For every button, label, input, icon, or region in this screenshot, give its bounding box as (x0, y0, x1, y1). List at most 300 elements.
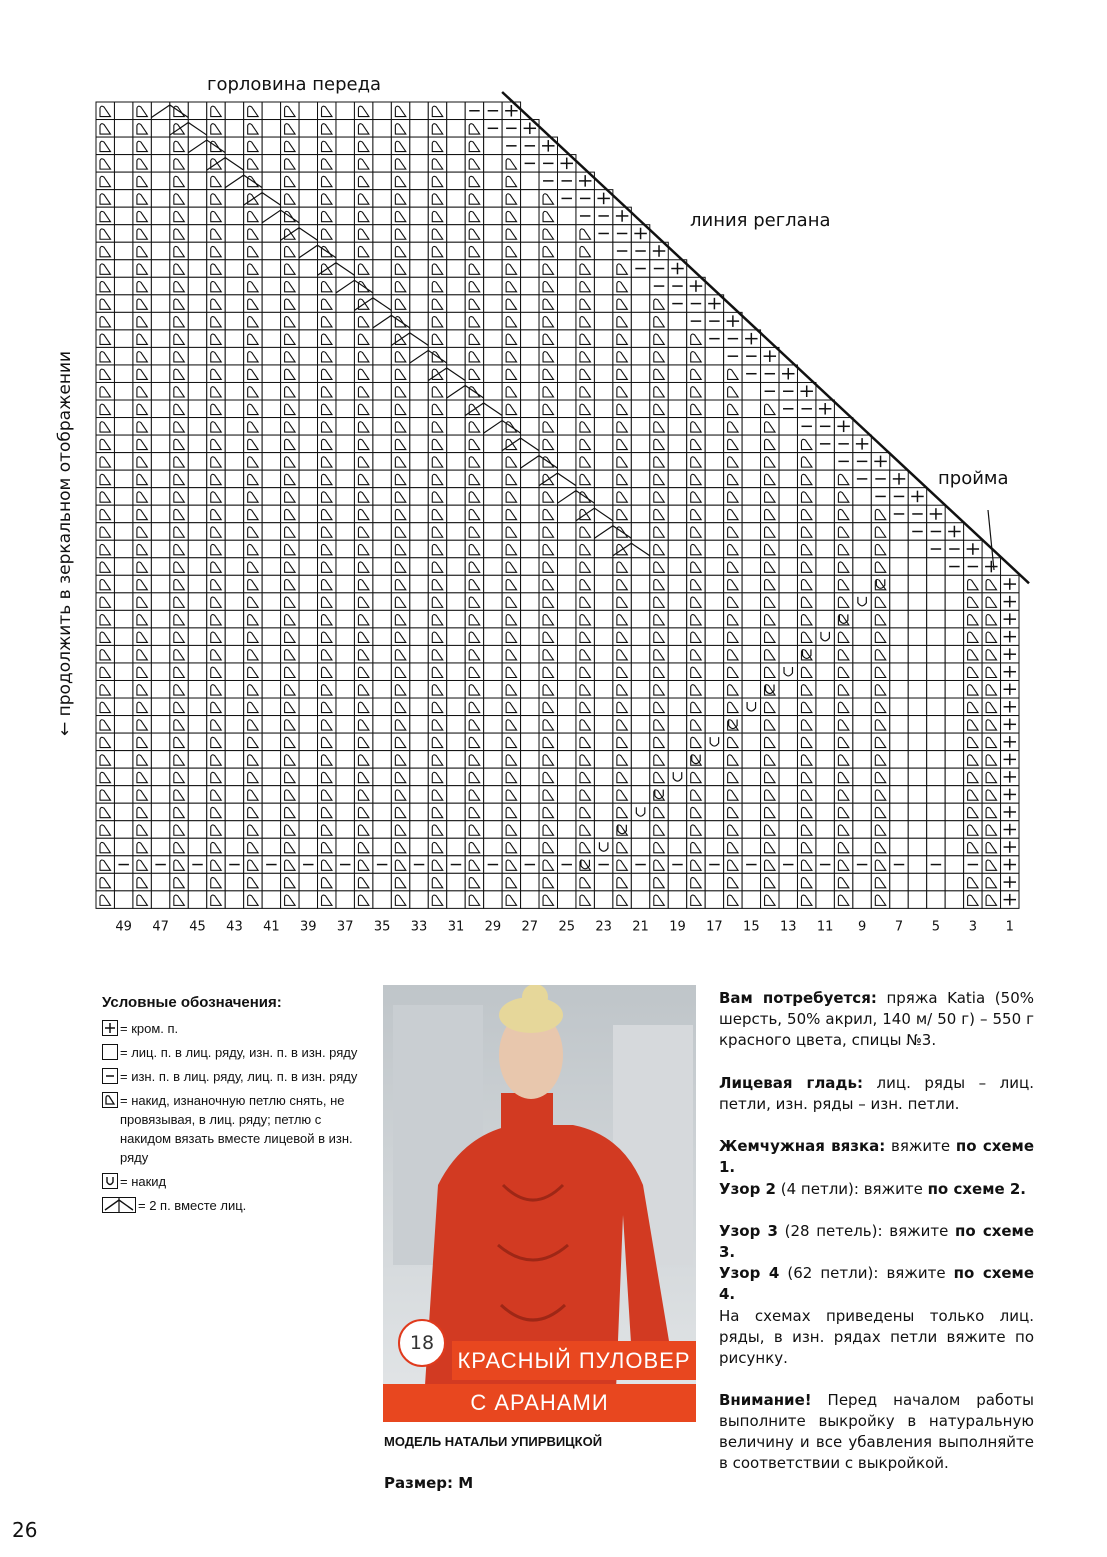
chart-cell (927, 838, 945, 856)
column-number: 1 (1005, 919, 1014, 935)
chart-cell (558, 716, 576, 734)
chart-cell (668, 365, 686, 383)
chart-cell (705, 663, 723, 681)
chart-cell (336, 120, 354, 138)
chart-cell (373, 575, 391, 593)
chart-cell (521, 786, 539, 804)
chart-cell (594, 593, 612, 611)
chart-cell (705, 803, 723, 821)
chart-cell (410, 505, 428, 523)
chart-cell (188, 382, 206, 400)
chart-cell (668, 786, 686, 804)
chart-cell (373, 102, 391, 120)
chart-cell (336, 540, 354, 558)
chart-cell (299, 260, 317, 278)
chart-cell (299, 523, 317, 541)
chart-cell (336, 365, 354, 383)
chart-cell (594, 470, 612, 488)
chart-cell (484, 347, 502, 365)
chart-cell (631, 470, 649, 488)
chart-cell (521, 558, 539, 576)
chart-cell (447, 873, 465, 891)
chart-cell (484, 225, 502, 243)
chart-cell (410, 558, 428, 576)
chart-cell (151, 768, 169, 786)
legend-item (102, 1172, 364, 1191)
chart-cell (299, 821, 317, 839)
chart-cell (945, 593, 963, 611)
chart-cell (521, 610, 539, 628)
chart-cell (299, 838, 317, 856)
chart-cell (410, 382, 428, 400)
chart-cell (742, 540, 760, 558)
chart-cell (114, 733, 132, 751)
continue-mirror-text: продолжить в зеркальном отображении (55, 350, 75, 717)
chart-cell (373, 260, 391, 278)
chart-cell (299, 593, 317, 611)
chart-cell (908, 698, 926, 716)
chart-cell (705, 733, 723, 751)
seed-label: Жемчужная вязка: (719, 1137, 886, 1155)
chart-cell (299, 295, 317, 313)
chart-cell (558, 838, 576, 856)
chart-cell (188, 225, 206, 243)
legend-item (102, 1196, 364, 1215)
chart-cell (410, 155, 428, 173)
chart-cell (151, 873, 169, 891)
chart-cell (262, 330, 280, 348)
chart-cell (299, 751, 317, 769)
chart-cell (927, 680, 945, 698)
column-number: 3 (968, 919, 977, 935)
chart-cell (705, 558, 723, 576)
chart-cell (779, 821, 797, 839)
chart-cell (447, 207, 465, 225)
chart-cell (484, 330, 502, 348)
seed-text: вяжите (885, 1137, 956, 1155)
chart-cell (151, 172, 169, 190)
chart-cell (927, 628, 945, 646)
column-number: 31 (447, 919, 465, 935)
chart-cell (447, 347, 465, 365)
chart-cell (890, 768, 908, 786)
slip-yo-icon (102, 1092, 118, 1108)
chart-cell (188, 207, 206, 225)
chart-cell (114, 698, 132, 716)
column-number: 17 (706, 919, 723, 935)
chart-cell (631, 610, 649, 628)
chart-cell (299, 680, 317, 698)
chart-cell (705, 540, 723, 558)
chart-cell (373, 733, 391, 751)
chart-cell (299, 137, 317, 155)
chart-cell (114, 382, 132, 400)
chart-cell (410, 751, 428, 769)
chart-cell (742, 593, 760, 611)
chart-cell (558, 207, 576, 225)
chart-cell (410, 768, 428, 786)
chart-cell (558, 330, 576, 348)
chart-cell (927, 873, 945, 891)
chart-cell (484, 365, 502, 383)
chart-cell (594, 628, 612, 646)
knit-square-icon (102, 1044, 118, 1060)
chart-cell (447, 470, 465, 488)
chart-cell (742, 558, 760, 576)
chart-cell (594, 803, 612, 821)
chart-cell (945, 645, 963, 663)
chart-cell (853, 716, 871, 734)
chart-cell (225, 610, 243, 628)
chart-cell (262, 680, 280, 698)
chart-cell (742, 751, 760, 769)
chart-cell (890, 610, 908, 628)
chart-cell (558, 453, 576, 471)
chart-cell (262, 312, 280, 330)
chart-cell (558, 435, 576, 453)
chart-cell (151, 645, 169, 663)
chart-cell (853, 786, 871, 804)
chart-cell (853, 873, 871, 891)
chart-cell (705, 645, 723, 663)
chart-cell (927, 698, 945, 716)
chart-cell (299, 400, 317, 418)
warning-text: Перед началом работы выполните выкройку в натуральную величину и все убавления выполняйте в соответствии с выкройкой. (719, 1391, 1034, 1472)
chart-cell (484, 698, 502, 716)
chart-cell (521, 260, 539, 278)
column-number: 21 (632, 919, 649, 935)
chart-cell (705, 418, 723, 436)
chart-cell (447, 733, 465, 751)
chart-cell (373, 698, 391, 716)
chart-cell (594, 435, 612, 453)
materials-paragraph (719, 988, 1034, 1051)
chart-cell (188, 610, 206, 628)
chart-cell (225, 663, 243, 681)
chart-cell (114, 207, 132, 225)
chart-cell (484, 453, 502, 471)
chart-cell (447, 891, 465, 909)
chart-cell (114, 558, 132, 576)
chart-cell (225, 102, 243, 120)
chart-cell (558, 786, 576, 804)
chart-cell (410, 277, 428, 295)
chart-cell (410, 242, 428, 260)
chart-cell (336, 330, 354, 348)
chart-cell (447, 628, 465, 646)
chart-cell (927, 558, 945, 576)
chart-cell (853, 523, 871, 541)
chart-cell (336, 523, 354, 541)
chart-cell (188, 751, 206, 769)
chart-cell (299, 803, 317, 821)
chart-cell (225, 523, 243, 541)
chart-cell (114, 225, 132, 243)
chart-cell (151, 891, 169, 909)
chart-cell (779, 453, 797, 471)
chart-cell (410, 312, 428, 330)
chart-cell (188, 470, 206, 488)
legend-title: Условные обозначения: (102, 994, 282, 1011)
legend-text: = лиц. п. в лиц. ряду, изн. п. в изн. ряду (120, 1045, 358, 1060)
chart-cell (631, 786, 649, 804)
chart-cell (262, 733, 280, 751)
chart-cell (410, 891, 428, 909)
chart-cell (484, 558, 502, 576)
chart-cell (705, 505, 723, 523)
chart-cell (853, 803, 871, 821)
chart-cell (373, 277, 391, 295)
chart-cell (558, 382, 576, 400)
chart-cell (668, 663, 686, 681)
chart-cell (373, 505, 391, 523)
chart-cell (594, 400, 612, 418)
chart-cell (631, 575, 649, 593)
seed-paragraph (719, 1136, 1034, 1178)
chart-cell (668, 593, 686, 611)
chart-cell (484, 891, 502, 909)
chart-cell (594, 768, 612, 786)
chart-cell (114, 575, 132, 593)
chart-cell (114, 786, 132, 804)
chart-cell (188, 312, 206, 330)
legend-text: = накид, изнаночную петлю снять, не провязывая, в лиц. ряду; петлю с накидом вязать вместе лицевой в изн. ряду (120, 1093, 353, 1165)
chart-cell (262, 120, 280, 138)
chart-cell (705, 768, 723, 786)
chart-cell (908, 540, 926, 558)
chart-cell (705, 523, 723, 541)
chart-cell (521, 225, 539, 243)
chart-cell (705, 698, 723, 716)
chart-cell (336, 453, 354, 471)
chart-cell (262, 698, 280, 716)
chart-cell (188, 505, 206, 523)
chart-cell (558, 242, 576, 260)
chart-cell (668, 628, 686, 646)
chart-cell (447, 102, 465, 120)
chart-cell (299, 575, 317, 593)
chart-cell (521, 821, 539, 839)
chart-cell (225, 418, 243, 436)
chart-cell (114, 453, 132, 471)
chart-cell (447, 523, 465, 541)
chart-cell (668, 400, 686, 418)
chart-cell (742, 382, 760, 400)
chart-cell (890, 540, 908, 558)
chart-cell (299, 155, 317, 173)
chart-cell (668, 505, 686, 523)
chart-cell (373, 137, 391, 155)
chart-cell (262, 400, 280, 418)
chart-cell (484, 190, 502, 208)
chart-cell (188, 347, 206, 365)
legend-item (102, 1067, 364, 1086)
column-number: 9 (857, 919, 867, 935)
chart-cell (484, 523, 502, 541)
chart-cell (447, 418, 465, 436)
chart-cell (705, 873, 723, 891)
pattern3-label: Узор 3 (719, 1222, 778, 1240)
chart-cell (484, 488, 502, 506)
chart-cell (447, 821, 465, 839)
chart-cell (447, 593, 465, 611)
chart-cell (410, 120, 428, 138)
chart-cell (668, 382, 686, 400)
chart-cell (484, 470, 502, 488)
chart-cell (521, 295, 539, 313)
chart-cell (594, 453, 612, 471)
chart-cell (299, 768, 317, 786)
legend (102, 994, 364, 1220)
chart-cell (853, 680, 871, 698)
chart-cell (373, 716, 391, 734)
chart-cell (853, 663, 871, 681)
chart-cell (410, 821, 428, 839)
chart-cell (594, 751, 612, 769)
chart-cell (816, 540, 834, 558)
chart-cell (558, 505, 576, 523)
chart-cell (668, 698, 686, 716)
chart-cell (114, 365, 132, 383)
chart-cell (410, 172, 428, 190)
chart-cell (447, 242, 465, 260)
chart-cell (447, 435, 465, 453)
chart-cell (410, 102, 428, 120)
chart-cell (114, 751, 132, 769)
chart-cell (779, 418, 797, 436)
chart-cell (336, 102, 354, 120)
chart-cell (225, 435, 243, 453)
chart-cell (594, 540, 612, 558)
chart-cell (631, 768, 649, 786)
chart-cell (521, 347, 539, 365)
chart-cell (558, 680, 576, 698)
chart-cell (521, 505, 539, 523)
chart-cell (853, 575, 871, 593)
chart-cell (114, 488, 132, 506)
chart-cell (521, 540, 539, 558)
chart-cell (594, 365, 612, 383)
chart-cell (225, 873, 243, 891)
chart-cell (484, 382, 502, 400)
chart-cell (410, 470, 428, 488)
chart-cell (188, 821, 206, 839)
chart-cell (410, 593, 428, 611)
chart-cell (927, 645, 945, 663)
chart-cell (336, 137, 354, 155)
chart-cell (705, 716, 723, 734)
chart-cell (114, 190, 132, 208)
chart-cell (558, 891, 576, 909)
chart-cell (631, 365, 649, 383)
chart-cell (816, 505, 834, 523)
chart-cell (262, 277, 280, 295)
chart-cell (594, 312, 612, 330)
chart-cell (742, 575, 760, 593)
chart-cell (262, 786, 280, 804)
chart-cell (594, 347, 612, 365)
chart-cell (410, 540, 428, 558)
chart-cell (114, 873, 132, 891)
chart-cell (484, 751, 502, 769)
chart-cell (151, 628, 169, 646)
chart-cell (447, 786, 465, 804)
chart-cell (151, 540, 169, 558)
chart-cell (447, 190, 465, 208)
chart-cell (188, 488, 206, 506)
chart-cell (262, 558, 280, 576)
chart-cell (336, 207, 354, 225)
chart-cell (558, 610, 576, 628)
chart-cell (594, 277, 612, 295)
chart-cell (225, 558, 243, 576)
chart-cell (373, 347, 391, 365)
chart-cell (225, 838, 243, 856)
chart-cell (890, 593, 908, 611)
chart-cell (927, 575, 945, 593)
chart-cell (908, 610, 926, 628)
chart-cell (188, 891, 206, 909)
chart-cell (151, 593, 169, 611)
column-number: 49 (115, 919, 132, 935)
chart-cell (114, 610, 132, 628)
chart-cell (447, 768, 465, 786)
chart-cell (927, 803, 945, 821)
chart-cell (908, 768, 926, 786)
chart-cell (410, 698, 428, 716)
chart-cell (225, 225, 243, 243)
chart-cell (114, 540, 132, 558)
chart-cell (705, 891, 723, 909)
chart-cell (299, 347, 317, 365)
chart-cell (779, 575, 797, 593)
column-number: 37 (336, 919, 354, 935)
chart-cell (742, 698, 760, 716)
chart-cell (188, 786, 206, 804)
chart-cell (114, 891, 132, 909)
chart-cell (262, 102, 280, 120)
chart-cell (373, 330, 391, 348)
chart-cell (114, 803, 132, 821)
chart-cell (114, 295, 132, 313)
chart-cell (558, 873, 576, 891)
chart-cell (299, 330, 317, 348)
chart-cell (853, 821, 871, 839)
chart-cell (336, 242, 354, 260)
chart-cell (336, 803, 354, 821)
chart-cell (945, 698, 963, 716)
chart-cell (373, 821, 391, 839)
chart-cell (484, 540, 502, 558)
chart-cell (521, 663, 539, 681)
chart-cell (188, 155, 206, 173)
chart-cell (373, 435, 391, 453)
chart-cell (779, 593, 797, 611)
chart-cell (558, 365, 576, 383)
chart-cell (594, 733, 612, 751)
chart-cell (631, 347, 649, 365)
chart-cell (188, 435, 206, 453)
chart-cell (225, 137, 243, 155)
chart-cell (668, 645, 686, 663)
column-number: 25 (558, 919, 576, 935)
chart-cell (816, 751, 834, 769)
chart-cell (521, 891, 539, 909)
chart-cell (521, 382, 539, 400)
chart-cell (558, 698, 576, 716)
chart-cell (225, 277, 243, 295)
chart-cell (742, 470, 760, 488)
